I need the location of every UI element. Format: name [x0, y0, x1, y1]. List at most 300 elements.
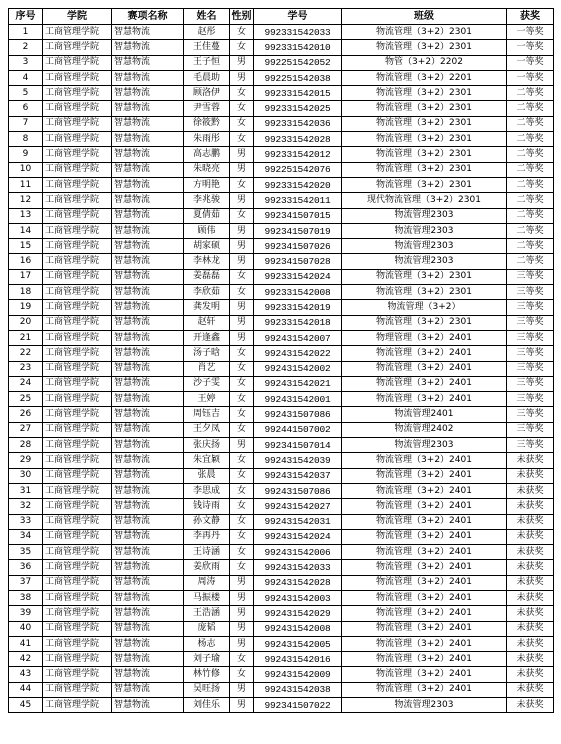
cell-name[interactable]: 姜磊磊: [184, 269, 230, 284]
cell-award[interactable]: 二等奖: [507, 116, 554, 131]
cell-gender[interactable]: 男: [230, 682, 254, 697]
cell-competition[interactable]: 智慧物流: [112, 223, 184, 238]
cell-index[interactable]: 10: [9, 162, 43, 177]
cell-student-id[interactable]: 992431542024: [254, 529, 342, 544]
cell-class[interactable]: 物流管理（3+2）2401: [342, 392, 507, 407]
cell-award[interactable]: 未获奖: [507, 667, 554, 682]
cell-class[interactable]: 物流管理2402: [342, 422, 507, 437]
cell-class[interactable]: 物流管理（3+2）2401: [342, 376, 507, 391]
cell-college[interactable]: 工商管理学院: [43, 86, 112, 101]
cell-award[interactable]: 二等奖: [507, 254, 554, 269]
cell-gender[interactable]: 男: [230, 575, 254, 590]
cell-index[interactable]: 1: [9, 25, 43, 40]
cell-name[interactable]: 尹雪蓉: [184, 101, 230, 116]
cell-class[interactable]: 物流管理（3+2）2401: [342, 529, 507, 544]
cell-college[interactable]: 工商管理学院: [43, 468, 112, 483]
cell-name[interactable]: 朱晓亮: [184, 162, 230, 177]
cell-name[interactable]: 钱诗雨: [184, 499, 230, 514]
cell-competition[interactable]: 智慧物流: [112, 254, 184, 269]
cell-college[interactable]: 工商管理学院: [43, 422, 112, 437]
cell-name[interactable]: 徐筱黔: [184, 116, 230, 131]
cell-gender[interactable]: 女: [230, 529, 254, 544]
cell-index[interactable]: 28: [9, 438, 43, 453]
cell-index[interactable]: 41: [9, 636, 43, 651]
cell-name[interactable]: 周涛: [184, 575, 230, 590]
cell-competition[interactable]: 智慧物流: [112, 621, 184, 636]
cell-name[interactable]: 李思成: [184, 483, 230, 498]
cell-index[interactable]: 9: [9, 147, 43, 162]
cell-name[interactable]: 方明艳: [184, 177, 230, 192]
cell-student-id[interactable]: 992431542007: [254, 330, 342, 345]
cell-name[interactable]: 张庆扬: [184, 438, 230, 453]
cell-class[interactable]: 物流管理（3+2）2401: [342, 652, 507, 667]
cell-student-id[interactable]: 992331542025: [254, 101, 342, 116]
cell-college[interactable]: 工商管理学院: [43, 545, 112, 560]
cell-index[interactable]: 30: [9, 468, 43, 483]
cell-college[interactable]: 工商管理学院: [43, 116, 112, 131]
cell-index[interactable]: 5: [9, 86, 43, 101]
cell-index[interactable]: 4: [9, 70, 43, 85]
cell-index[interactable]: 13: [9, 208, 43, 223]
cell-class[interactable]: 物流管理2401: [342, 407, 507, 422]
cell-competition[interactable]: 智慧物流: [112, 361, 184, 376]
cell-index[interactable]: 11: [9, 177, 43, 192]
cell-student-id[interactable]: 992251542052: [254, 55, 342, 70]
cell-student-id[interactable]: 992431542008: [254, 621, 342, 636]
cell-index[interactable]: 21: [9, 330, 43, 345]
cell-college[interactable]: 工商管理学院: [43, 560, 112, 575]
cell-gender[interactable]: 女: [230, 545, 254, 560]
cell-student-id[interactable]: 992431542005: [254, 636, 342, 651]
cell-award[interactable]: 三等奖: [507, 422, 554, 437]
cell-college[interactable]: 工商管理学院: [43, 177, 112, 192]
cell-award[interactable]: 二等奖: [507, 162, 554, 177]
cell-name[interactable]: 张晨: [184, 468, 230, 483]
cell-gender[interactable]: 女: [230, 652, 254, 667]
cell-name[interactable]: 李再丹: [184, 529, 230, 544]
cell-class[interactable]: 物流管理（3+2）2401: [342, 346, 507, 361]
cell-student-id[interactable]: 992431542022: [254, 346, 342, 361]
cell-competition[interactable]: 智慧物流: [112, 86, 184, 101]
cell-class[interactable]: 物流管理（3+2）2401: [342, 453, 507, 468]
cell-competition[interactable]: 智慧物流: [112, 606, 184, 621]
cell-name[interactable]: 毛晨助: [184, 70, 230, 85]
cell-student-id[interactable]: 992431542009: [254, 667, 342, 682]
cell-award[interactable]: 三等奖: [507, 392, 554, 407]
cell-award[interactable]: 三等奖: [507, 407, 554, 422]
cell-college[interactable]: 工商管理学院: [43, 438, 112, 453]
cell-class[interactable]: 物流管理（3+2）2301: [342, 269, 507, 284]
cell-index[interactable]: 31: [9, 483, 43, 498]
cell-award[interactable]: 未获奖: [507, 575, 554, 590]
cell-class[interactable]: 物流管理（3+2）2401: [342, 545, 507, 560]
cell-class[interactable]: 物流管理（3+2）2401: [342, 636, 507, 651]
cell-college[interactable]: 工商管理学院: [43, 529, 112, 544]
cell-competition[interactable]: 智慧物流: [112, 116, 184, 131]
cell-index[interactable]: 37: [9, 575, 43, 590]
cell-gender[interactable]: 女: [230, 376, 254, 391]
cell-gender[interactable]: 女: [230, 407, 254, 422]
cell-college[interactable]: 工商管理学院: [43, 346, 112, 361]
cell-college[interactable]: 工商管理学院: [43, 330, 112, 345]
cell-class[interactable]: 物流管理（3+2）: [342, 300, 507, 315]
cell-class[interactable]: 物流管理（3+2）2401: [342, 667, 507, 682]
cell-name[interactable]: 王诗涵: [184, 545, 230, 560]
cell-award[interactable]: 一等奖: [507, 70, 554, 85]
cell-class[interactable]: 物流管理（3+2）2401: [342, 468, 507, 483]
cell-award[interactable]: 二等奖: [507, 132, 554, 147]
cell-student-id[interactable]: 992331542012: [254, 147, 342, 162]
cell-index[interactable]: 45: [9, 698, 43, 713]
cell-class[interactable]: 物流管理2303: [342, 698, 507, 713]
cell-gender[interactable]: 女: [230, 86, 254, 101]
cell-competition[interactable]: 智慧物流: [112, 315, 184, 330]
header-cell-student-id[interactable]: 学号: [254, 9, 342, 25]
cell-award[interactable]: 未获奖: [507, 652, 554, 667]
cell-index[interactable]: 2: [9, 40, 43, 55]
cell-class[interactable]: 物流管理2303: [342, 438, 507, 453]
cell-name[interactable]: 林竹修: [184, 667, 230, 682]
cell-college[interactable]: 工商管理学院: [43, 193, 112, 208]
cell-name[interactable]: 李林龙: [184, 254, 230, 269]
header-cell-index[interactable]: 序号: [9, 9, 43, 25]
cell-award[interactable]: 未获奖: [507, 453, 554, 468]
cell-college[interactable]: 工商管理学院: [43, 621, 112, 636]
cell-competition[interactable]: 智慧物流: [112, 177, 184, 192]
cell-college[interactable]: 工商管理学院: [43, 636, 112, 651]
cell-gender[interactable]: 男: [230, 315, 254, 330]
cell-student-id[interactable]: 992431542027: [254, 499, 342, 514]
cell-award[interactable]: 三等奖: [507, 346, 554, 361]
cell-class[interactable]: 物流管理（3+2）2301: [342, 101, 507, 116]
cell-class[interactable]: 物管（3+2）2202: [342, 55, 507, 70]
cell-award[interactable]: 三等奖: [507, 315, 554, 330]
cell-name[interactable]: 吴旺扬: [184, 682, 230, 697]
cell-competition[interactable]: 智慧物流: [112, 132, 184, 147]
cell-class[interactable]: 物流管理（3+2）2301: [342, 132, 507, 147]
cell-college[interactable]: 工商管理学院: [43, 223, 112, 238]
cell-name[interactable]: 王佳蔓: [184, 40, 230, 55]
cell-award[interactable]: 未获奖: [507, 621, 554, 636]
cell-student-id[interactable]: 992431542021: [254, 376, 342, 391]
cell-student-id[interactable]: 992331542033: [254, 25, 342, 40]
cell-index[interactable]: 42: [9, 652, 43, 667]
cell-student-id[interactable]: 992341507015: [254, 208, 342, 223]
cell-competition[interactable]: 智慧物流: [112, 438, 184, 453]
cell-competition[interactable]: 智慧物流: [112, 101, 184, 116]
cell-student-id[interactable]: 992251542076: [254, 162, 342, 177]
cell-name[interactable]: 夏倩茹: [184, 208, 230, 223]
cell-student-id[interactable]: 992431542029: [254, 606, 342, 621]
cell-competition[interactable]: 智慧物流: [112, 483, 184, 498]
cell-index[interactable]: 15: [9, 239, 43, 254]
cell-award[interactable]: 二等奖: [507, 193, 554, 208]
cell-competition[interactable]: 智慧物流: [112, 376, 184, 391]
cell-index[interactable]: 27: [9, 422, 43, 437]
cell-college[interactable]: 工商管理学院: [43, 315, 112, 330]
cell-college[interactable]: 工商管理学院: [43, 376, 112, 391]
cell-college[interactable]: 工商管理学院: [43, 698, 112, 713]
cell-class[interactable]: 现代物流管理（3+2）2301: [342, 193, 507, 208]
cell-competition[interactable]: 智慧物流: [112, 575, 184, 590]
cell-name[interactable]: 杨志: [184, 636, 230, 651]
cell-award[interactable]: 一等奖: [507, 40, 554, 55]
cell-index[interactable]: 43: [9, 667, 43, 682]
cell-award[interactable]: 二等奖: [507, 177, 554, 192]
cell-competition[interactable]: 智慧物流: [112, 25, 184, 40]
cell-class[interactable]: 物流管理2303: [342, 254, 507, 269]
cell-name[interactable]: 朱宜颖: [184, 453, 230, 468]
cell-college[interactable]: 工商管理学院: [43, 55, 112, 70]
cell-college[interactable]: 工商管理学院: [43, 514, 112, 529]
cell-college[interactable]: 工商管理学院: [43, 269, 112, 284]
cell-competition[interactable]: 智慧物流: [112, 652, 184, 667]
cell-gender[interactable]: 男: [230, 300, 254, 315]
cell-name[interactable]: 汤子晗: [184, 346, 230, 361]
cell-gender[interactable]: 男: [230, 590, 254, 605]
cell-gender[interactable]: 男: [230, 254, 254, 269]
cell-award[interactable]: 二等奖: [507, 86, 554, 101]
cell-competition[interactable]: 智慧物流: [112, 407, 184, 422]
cell-award[interactable]: 未获奖: [507, 514, 554, 529]
cell-competition[interactable]: 智慧物流: [112, 545, 184, 560]
cell-name[interactable]: 李欣茹: [184, 285, 230, 300]
cell-award[interactable]: 二等奖: [507, 101, 554, 116]
cell-gender[interactable]: 女: [230, 361, 254, 376]
cell-class[interactable]: 物流管理2303: [342, 223, 507, 238]
cell-competition[interactable]: 智慧物流: [112, 70, 184, 85]
cell-award[interactable]: 未获奖: [507, 499, 554, 514]
cell-student-id[interactable]: 992331542010: [254, 40, 342, 55]
cell-name[interactable]: 开逢鑫: [184, 330, 230, 345]
cell-index[interactable]: 22: [9, 346, 43, 361]
cell-class[interactable]: 物流管理（3+2）2401: [342, 361, 507, 376]
cell-class[interactable]: 物流管理（3+2）2401: [342, 514, 507, 529]
cell-competition[interactable]: 智慧物流: [112, 667, 184, 682]
cell-competition[interactable]: 智慧物流: [112, 208, 184, 223]
cell-gender[interactable]: 男: [230, 636, 254, 651]
cell-award[interactable]: 未获奖: [507, 560, 554, 575]
cell-name[interactable]: 沙子雯: [184, 376, 230, 391]
cell-class[interactable]: 物流管理（3+2）2301: [342, 162, 507, 177]
cell-competition[interactable]: 智慧物流: [112, 40, 184, 55]
cell-gender[interactable]: 女: [230, 514, 254, 529]
cell-student-id[interactable]: 992331542018: [254, 315, 342, 330]
cell-name[interactable]: 顾伟: [184, 223, 230, 238]
cell-student-id[interactable]: 992341507028: [254, 254, 342, 269]
cell-college[interactable]: 工商管理学院: [43, 575, 112, 590]
cell-gender[interactable]: 男: [230, 70, 254, 85]
cell-competition[interactable]: 智慧物流: [112, 300, 184, 315]
cell-student-id[interactable]: 992331542020: [254, 177, 342, 192]
cell-gender[interactable]: 女: [230, 40, 254, 55]
cell-college[interactable]: 工商管理学院: [43, 239, 112, 254]
cell-class[interactable]: 物流管理（3+2）2301: [342, 116, 507, 131]
cell-award[interactable]: 二等奖: [507, 147, 554, 162]
cell-name[interactable]: 孙文静: [184, 514, 230, 529]
header-cell-name[interactable]: 姓名: [184, 9, 230, 25]
cell-college[interactable]: 工商管理学院: [43, 590, 112, 605]
cell-competition[interactable]: 智慧物流: [112, 698, 184, 713]
cell-gender[interactable]: 女: [230, 346, 254, 361]
cell-student-id[interactable]: 992431507086: [254, 407, 342, 422]
cell-name[interactable]: 赵轩: [184, 315, 230, 330]
cell-college[interactable]: 工商管理学院: [43, 40, 112, 55]
cell-class[interactable]: 物流管理（3+2）2401: [342, 575, 507, 590]
cell-college[interactable]: 工商管理学院: [43, 682, 112, 697]
cell-gender[interactable]: 女: [230, 208, 254, 223]
cell-college[interactable]: 工商管理学院: [43, 407, 112, 422]
cell-award[interactable]: 未获奖: [507, 468, 554, 483]
cell-student-id[interactable]: 992431542006: [254, 545, 342, 560]
cell-gender[interactable]: 女: [230, 269, 254, 284]
cell-index[interactable]: 40: [9, 621, 43, 636]
cell-college[interactable]: 工商管理学院: [43, 483, 112, 498]
cell-student-id[interactable]: 992431542016: [254, 652, 342, 667]
cell-competition[interactable]: 智慧物流: [112, 422, 184, 437]
cell-award[interactable]: 未获奖: [507, 636, 554, 651]
cell-name[interactable]: 龚发明: [184, 300, 230, 315]
cell-competition[interactable]: 智慧物流: [112, 239, 184, 254]
cell-class[interactable]: 物流管理（3+2）2301: [342, 25, 507, 40]
cell-student-id[interactable]: 992331542011: [254, 193, 342, 208]
cell-college[interactable]: 工商管理学院: [43, 208, 112, 223]
cell-college[interactable]: 工商管理学院: [43, 453, 112, 468]
cell-class[interactable]: 物流管理（3+2）2401: [342, 483, 507, 498]
cell-gender[interactable]: 男: [230, 55, 254, 70]
cell-college[interactable]: 工商管理学院: [43, 101, 112, 116]
cell-award[interactable]: 未获奖: [507, 590, 554, 605]
cell-student-id[interactable]: 992431542001: [254, 392, 342, 407]
cell-name[interactable]: 马振楼: [184, 590, 230, 605]
cell-award[interactable]: 三等奖: [507, 376, 554, 391]
cell-name[interactable]: 肖艺: [184, 361, 230, 376]
cell-award[interactable]: 三等奖: [507, 330, 554, 345]
cell-college[interactable]: 工商管理学院: [43, 162, 112, 177]
header-cell-college[interactable]: 学院: [43, 9, 112, 25]
cell-competition[interactable]: 智慧物流: [112, 55, 184, 70]
cell-gender[interactable]: 女: [230, 483, 254, 498]
cell-student-id[interactable]: 992331542015: [254, 86, 342, 101]
cell-name[interactable]: 李兆骏: [184, 193, 230, 208]
cell-index[interactable]: 23: [9, 361, 43, 376]
cell-gender[interactable]: 女: [230, 132, 254, 147]
cell-index[interactable]: 33: [9, 514, 43, 529]
cell-class[interactable]: 物流管理（3+2）2301: [342, 40, 507, 55]
cell-gender[interactable]: 女: [230, 392, 254, 407]
cell-award[interactable]: 二等奖: [507, 223, 554, 238]
cell-student-id[interactable]: 992341507019: [254, 223, 342, 238]
cell-competition[interactable]: 智慧物流: [112, 636, 184, 651]
cell-award[interactable]: 未获奖: [507, 545, 554, 560]
cell-gender[interactable]: 女: [230, 422, 254, 437]
cell-class[interactable]: 物流管理2303: [342, 239, 507, 254]
cell-student-id[interactable]: 992341507014: [254, 438, 342, 453]
cell-gender[interactable]: 男: [230, 438, 254, 453]
cell-student-id[interactable]: 992251542038: [254, 70, 342, 85]
cell-student-id[interactable]: 992331542028: [254, 132, 342, 147]
cell-gender[interactable]: 女: [230, 25, 254, 40]
cell-student-id[interactable]: 992331542024: [254, 269, 342, 284]
cell-college[interactable]: 工商管理学院: [43, 392, 112, 407]
cell-gender[interactable]: 女: [230, 116, 254, 131]
header-cell-competition[interactable]: 赛项名称: [112, 9, 184, 25]
cell-award[interactable]: 二等奖: [507, 208, 554, 223]
cell-name[interactable]: 刘佳乐: [184, 698, 230, 713]
cell-class[interactable]: 物流管理（3+2）2301: [342, 285, 507, 300]
cell-class[interactable]: 物流管理（3+2）2301: [342, 177, 507, 192]
cell-competition[interactable]: 智慧物流: [112, 162, 184, 177]
cell-student-id[interactable]: 992331542019: [254, 300, 342, 315]
cell-index[interactable]: 8: [9, 132, 43, 147]
cell-competition[interactable]: 智慧物流: [112, 346, 184, 361]
cell-name[interactable]: 赵彤: [184, 25, 230, 40]
cell-gender[interactable]: 女: [230, 453, 254, 468]
cell-college[interactable]: 工商管理学院: [43, 70, 112, 85]
cell-index[interactable]: 36: [9, 560, 43, 575]
cell-class[interactable]: 物流管理（3+2）2401: [342, 682, 507, 697]
cell-gender[interactable]: 男: [230, 330, 254, 345]
cell-student-id[interactable]: 992341507026: [254, 239, 342, 254]
cell-class[interactable]: 物流管理（3+2）2201: [342, 70, 507, 85]
cell-college[interactable]: 工商管理学院: [43, 300, 112, 315]
cell-name[interactable]: 顾洛伊: [184, 86, 230, 101]
cell-index[interactable]: 29: [9, 453, 43, 468]
cell-gender[interactable]: 男: [230, 606, 254, 621]
cell-gender[interactable]: 男: [230, 162, 254, 177]
cell-student-id[interactable]: 992431542003: [254, 590, 342, 605]
cell-competition[interactable]: 智慧物流: [112, 392, 184, 407]
cell-award[interactable]: 未获奖: [507, 606, 554, 621]
cell-index[interactable]: 6: [9, 101, 43, 116]
cell-class[interactable]: 物流管理（3+2）2401: [342, 560, 507, 575]
cell-index[interactable]: 26: [9, 407, 43, 422]
cell-gender[interactable]: 女: [230, 468, 254, 483]
cell-gender[interactable]: 女: [230, 499, 254, 514]
cell-college[interactable]: 工商管理学院: [43, 652, 112, 667]
cell-name[interactable]: 姜欣雨: [184, 560, 230, 575]
cell-index[interactable]: 3: [9, 55, 43, 70]
cell-index[interactable]: 24: [9, 376, 43, 391]
cell-award[interactable]: 三等奖: [507, 285, 554, 300]
cell-name[interactable]: 王婷: [184, 392, 230, 407]
cell-award[interactable]: 三等奖: [507, 361, 554, 376]
cell-gender[interactable]: 女: [230, 101, 254, 116]
cell-index[interactable]: 25: [9, 392, 43, 407]
cell-name[interactable]: 高志鹏: [184, 147, 230, 162]
cell-class[interactable]: 物流管理（3+2）2301: [342, 147, 507, 162]
cell-name[interactable]: 王夕凤: [184, 422, 230, 437]
cell-index[interactable]: 18: [9, 285, 43, 300]
cell-award[interactable]: 一等奖: [507, 55, 554, 70]
cell-award[interactable]: 三等奖: [507, 300, 554, 315]
cell-competition[interactable]: 智慧物流: [112, 514, 184, 529]
cell-college[interactable]: 工商管理学院: [43, 667, 112, 682]
cell-competition[interactable]: 智慧物流: [112, 529, 184, 544]
cell-gender[interactable]: 女: [230, 560, 254, 575]
cell-college[interactable]: 工商管理学院: [43, 361, 112, 376]
cell-award[interactable]: 一等奖: [507, 25, 554, 40]
header-cell-class[interactable]: 班级: [342, 9, 507, 25]
cell-class[interactable]: 物流管理（3+2）2301: [342, 86, 507, 101]
cell-name[interactable]: 王子恒: [184, 55, 230, 70]
cell-index[interactable]: 19: [9, 300, 43, 315]
cell-index[interactable]: 14: [9, 223, 43, 238]
header-cell-award[interactable]: 获奖: [507, 9, 554, 25]
cell-award[interactable]: 二等奖: [507, 239, 554, 254]
cell-gender[interactable]: 男: [230, 193, 254, 208]
cell-index[interactable]: 17: [9, 269, 43, 284]
